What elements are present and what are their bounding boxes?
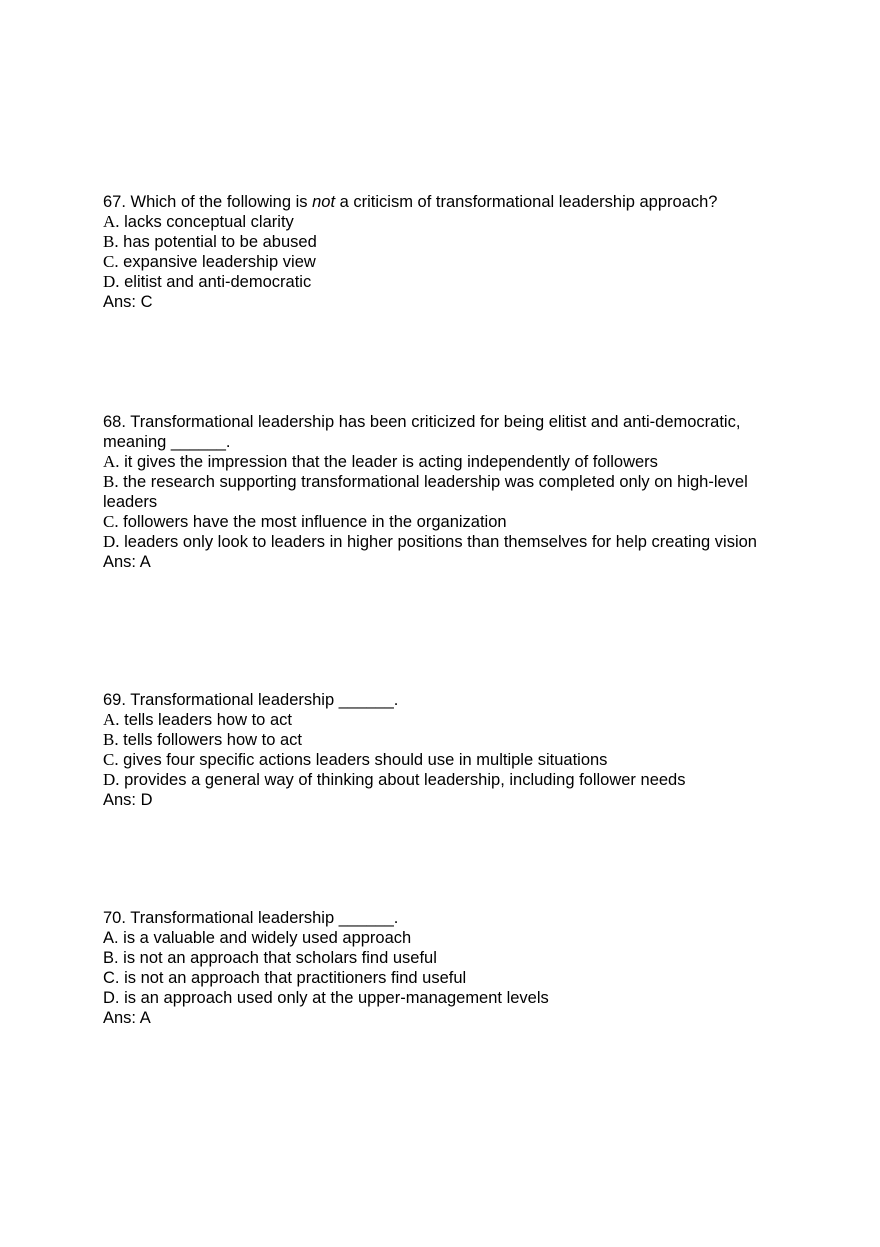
option-letter: B. [103,949,119,967]
answer: Ans: C [103,293,153,311]
option-text: tells leaders how to act [119,711,292,729]
option-text: the research supporting transformational leadership was completed only on high-level leaders [103,473,753,511]
option-d [103,988,783,1008]
option-text: followers have the most influence in the organization [118,513,507,531]
option-text: gives four specific actions leaders should use in multiple situations [118,751,608,769]
answer: Ans: A [103,1009,151,1027]
question-stem: 69. Transformational leadership ______. [103,691,399,709]
option-text: it gives the impression that the leader is acting independently of followers [119,453,658,471]
option-letter: B. [103,232,119,251]
option-text: lacks conceptual clarity [119,213,294,231]
option-text: is not an approach that practitioners find useful [119,969,467,987]
option-letter: D. [103,770,120,789]
option-letter: C. [103,750,119,769]
option-text: has potential to be abused [118,233,317,251]
question-67 [103,192,783,312]
option-b [103,948,783,968]
option-letter: A. [103,929,119,947]
option-b [103,472,783,512]
option-d [103,770,783,790]
option-d [103,272,783,292]
question-70 [103,908,783,1028]
option-a [103,928,783,948]
option-letter: D. [103,272,120,291]
option-letter: B. [103,730,119,749]
option-d [103,532,783,552]
option-text: leaders only look to leaders in higher positions than themselves for help creating vision [119,533,757,551]
option-c [103,252,783,272]
option-text: provides a general way of thinking about leadership, including follower needs [119,771,686,789]
answer: Ans: A [103,553,151,571]
option-text: expansive leadership view [118,253,316,271]
question-69 [103,690,783,810]
answer: Ans: D [103,791,153,809]
option-a [103,212,783,232]
question-stem [103,192,783,212]
option-letter: B. [103,472,119,491]
option-text: elitist and anti-democratic [119,273,312,291]
question-68 [103,412,783,572]
stem-text: 67. Which of the following is [103,193,313,211]
option-text: is a valuable and widely used approach [118,929,412,947]
option-a [103,452,783,472]
option-letter: D. [103,989,120,1007]
option-text: is an approach used only at the upper-management levels [119,989,549,1007]
option-letter: C. [103,252,119,271]
option-text: is not an approach that scholars find useful [118,949,437,967]
option-letter: D. [103,532,120,551]
question-stem: 68. Transformational leadership has been criticized for being elitist and anti-democratic, meaning ______. [103,413,746,451]
option-letter: A. [103,710,120,729]
option-c [103,512,783,532]
stem-emphasis: not [312,193,336,211]
option-letter: A. [103,212,120,231]
option-c [103,750,783,770]
option-a [103,710,783,730]
option-letter: C. [103,969,120,987]
option-text: tells followers how to act [118,731,303,749]
option-b [103,232,783,252]
option-letter: C. [103,512,119,531]
option-c [103,968,783,988]
option-b [103,730,783,750]
question-stem: 70. Transformational leadership ______. [103,909,399,927]
stem-text: a criticism of transformational leadership approach? [335,193,718,211]
option-letter: A. [103,452,120,471]
